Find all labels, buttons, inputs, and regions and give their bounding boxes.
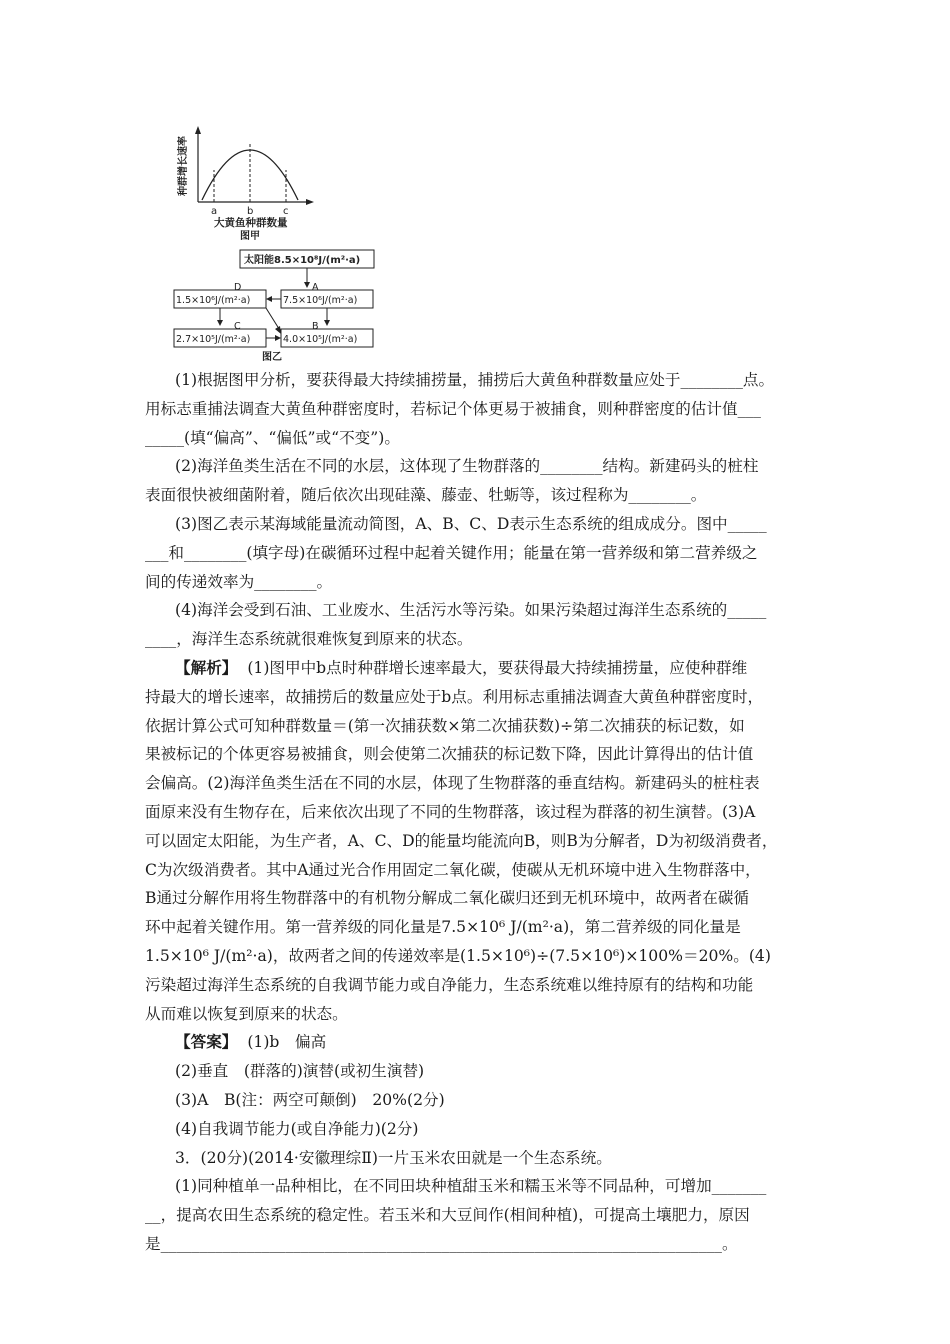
q3-part1-line-1: (1)同种植单一品种相比，在不同田块种植甜玉米和糯玉米等不同品种，可增加_______	[175, 1177, 767, 1196]
analysis-line-5: 会偏高。(2)海洋鱼类生活在不同的水层，体现了生物群落的垂直结构。新建码头的桩柱表	[145, 774, 760, 793]
q3-line-2: ___和________(填字母)在碳循环过程中起着关键作用；能量在第一营养级和第二营养级之	[145, 543, 758, 562]
figure-b-energy-flow	[174, 250, 374, 363]
d-letter: D	[234, 282, 242, 293]
b-box-label: 4.0×10⁵J/(m²·a)	[283, 334, 358, 345]
c-letter: C	[234, 321, 241, 332]
figures	[140, 118, 400, 368]
analysis-line-1-text: (1)图甲中b点时种群增长速率最大，要获得最大持续捕捞量，应使种群维	[247, 658, 748, 677]
a-letter: A	[312, 282, 319, 293]
q1-line-3: _____(填“偏高”、“偏低”或“不变”)。	[145, 428, 400, 447]
answer-line-1	[145, 1028, 835, 1057]
q1-line-1: (1)根据图甲分析，要获得最大持续捕捞量，捕捞后大黄鱼种群数量应处于________点。	[175, 371, 775, 389]
q1-line-2: 用标志重捕法调查大黄鱼种群密度时，若标记个体更易于被捕食，则种群密度的估计值___	[145, 399, 761, 418]
q3-line-1: (3)图乙表示某海域能量流动简图，A、B、C、D表示生态系统的组成成分。图中_____	[175, 514, 767, 533]
analysis-line-11: 1.5×10⁶ J/(m²·a)，故两者之间的传递效率是(1.5×10⁶)÷(7.5×10⁶)×100%＝20%。(4)	[145, 946, 771, 965]
q3-part1-line-3: 是________________________________________________________________________。	[145, 1234, 738, 1253]
q3-heading: 3．(20分)(2014·安徽理综Ⅱ)一片玉米农田就是一个生态系统。	[175, 1148, 612, 1167]
d-box-label: 1.5×10⁶J/(m²·a)	[176, 295, 251, 306]
a-box-label: 7.5×10⁶J/(m²·a)	[283, 295, 358, 306]
figure-b-caption: 图乙	[262, 352, 282, 363]
c-box-label: 2.7×10⁵J/(m²·a)	[176, 334, 251, 345]
figure-diagrams	[140, 118, 400, 368]
tick-a: a	[211, 206, 218, 217]
answer-line-4: (4)自我调节能力(或自净能力)(2分)	[175, 1119, 419, 1138]
b-letter: B	[312, 321, 319, 332]
analysis-line-4: 果被标记的个体更容易被捕食，则会使第二次捕获的标记数下降，因此计算得出的估计值	[145, 745, 754, 764]
answer-line-3: (3)A B(注：两空可颠倒) 20%(2分)	[175, 1090, 445, 1109]
analysis-line-1	[145, 654, 835, 683]
analysis-label: 【解析】	[175, 657, 238, 677]
sun-box-label: 太阳能8.5×10⁸J/(m²·a)	[244, 255, 361, 266]
question-text	[145, 366, 835, 1259]
figure-a-growth-curve	[176, 126, 314, 242]
analysis-line-13: 从而难以恢复到原来的状态。	[145, 1004, 348, 1023]
tick-c: c	[283, 206, 289, 217]
answer-line-1-text: (1)b 偏高	[247, 1033, 327, 1052]
analysis-line-6: 面原来没有生物存在，后来依次出现了不同的生物群落，该过程为群落的初生演替。(3)A	[145, 802, 756, 821]
analysis-line-7: 可以固定太阳能，为生产者，A、C、D的能量均能流向B，则B为分解者，D为初级消费者，	[145, 831, 778, 850]
figure-a-y-label: 种群增长速率	[178, 136, 189, 196]
analysis-line-3: 依据计算公式可知种群数量＝(第一次捕获数×第二次捕获数)÷第二次捕获的标记数，如	[145, 716, 745, 735]
answer-label: 【答案】	[175, 1032, 238, 1052]
analysis-line-10: 环中起着关键作用。第一营养级的同化量是7.5×10⁶ J/(m²·a)，第二营养级的同化量是	[145, 918, 741, 937]
q3-part1-line-2: __，提高农田生态系统的稳定性。若玉米和大豆间作(相间种植)，可提高土壤肥力，原因	[145, 1206, 750, 1225]
analysis-line-8: C为次级消费者。其中A通过光合作用固定二氧化碳，使碳从无机环境中进入生物群落中，	[145, 860, 761, 879]
analysis-line-9: B通过分解作用将生物群落中的有机物分解成二氧化碳归还到无机环境中，故两者在碳循	[145, 889, 750, 908]
q4-line-2: ____，海洋生态系统就很难恢复到原来的状态。	[145, 630, 473, 649]
analysis-line-2: 持最大的增长速率，故捕捞后的数量应处于b点。利用标志重捕法调查大黄鱼种群密度时，	[145, 687, 764, 706]
tick-b: b	[247, 206, 254, 217]
q3-line-3: 间的传递效率为________。	[145, 572, 333, 591]
q2-line-1: (2)海洋鱼类生活在不同的水层，这体现了生物群落的________结构。新建码头的桩柱	[175, 457, 759, 476]
figure-a-caption: 图甲	[240, 231, 260, 242]
analysis-line-12: 污染超过海洋生态系统的自我调节能力或自净能力，生态系统难以维持原有的结构和功能	[145, 975, 754, 994]
q2-line-2: 表面很快被细菌附着，随后依次出现硅藻、藤壶、牡蛎等，该过程称为________。	[145, 486, 707, 505]
answer-line-2: (2)垂直 (群落的)演替(或初生演替)	[175, 1062, 425, 1081]
q4-line-1: (4)海洋会受到石油、工业废水、生活污水等污染。如果污染超过海洋生态系统的_____	[175, 601, 767, 620]
figure-a-x-label: 大黄鱼种群数量	[214, 217, 288, 229]
